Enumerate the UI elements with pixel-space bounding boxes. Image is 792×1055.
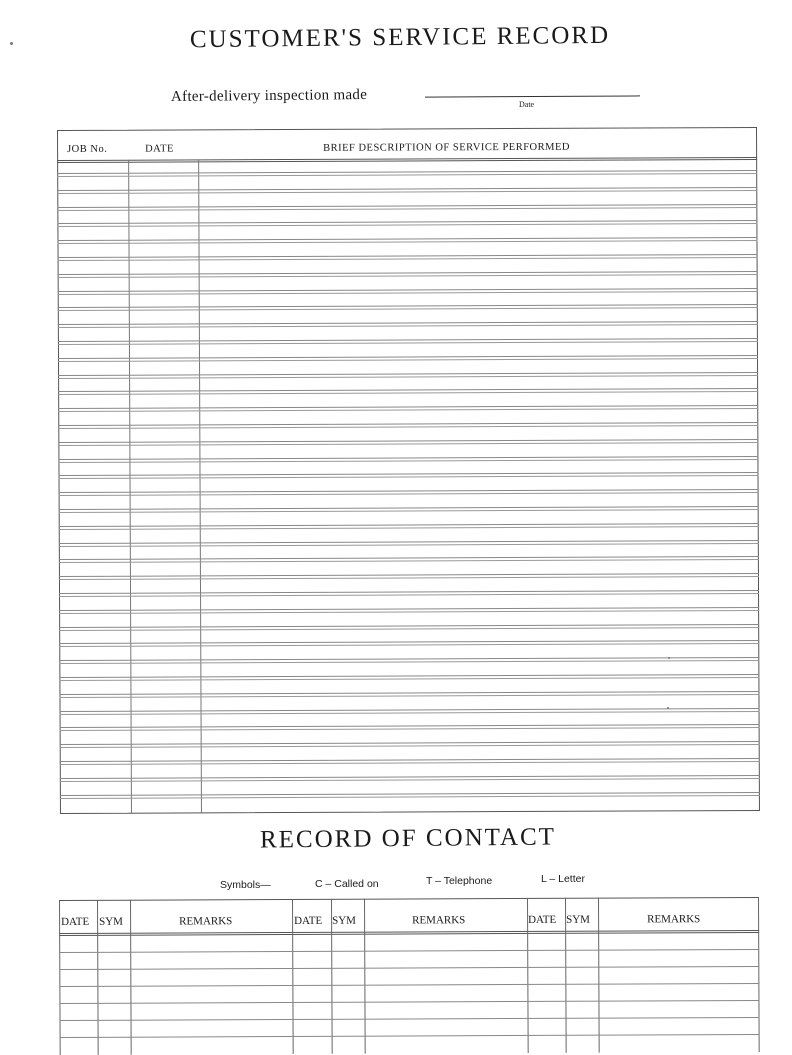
service-entry-row[interactable] [58,288,758,292]
contact-date-header: DATE [61,915,90,928]
symbol-telephone: T – Telephone [426,875,493,887]
service-row-rule [58,358,758,362]
service-entry-row[interactable] [60,775,760,779]
service-entry-row[interactable] [59,573,759,577]
service-entry-row[interactable] [57,204,757,208]
contact-table-header-rule [59,930,759,936]
contact-entry-row[interactable] [59,949,759,953]
contact-divider [130,900,132,1055]
contact-entry-row[interactable] [59,983,759,987]
inspection-date-field[interactable] [425,95,640,97]
service-row-rule [60,778,760,782]
service-table-header [57,127,757,163]
service-row-rule [58,341,758,345]
form-title: CUSTOMER'S SERVICE RECORD [189,21,611,54]
description-header: BRIEF DESCRIPTION OF SERVICE PERFORMED [323,141,570,154]
service-entry-row[interactable] [59,540,759,544]
service-entry-row[interactable] [59,657,759,661]
contact-date-header: DATE [528,913,557,926]
service-entry-row[interactable] [58,439,758,443]
contact-border-right [758,897,760,1052]
service-entry-row[interactable] [60,792,760,796]
paper-speck [668,657,670,659]
service-row-rule [58,442,758,446]
date-header: DATE [145,143,174,155]
service-entry-row[interactable] [58,338,758,342]
service-row-rule [60,761,760,765]
service-entry-row[interactable] [59,590,759,594]
service-entry-row[interactable] [59,472,759,476]
service-row-rule [58,274,758,278]
contact-entry-row[interactable] [59,966,759,970]
service-entry-row[interactable] [58,304,758,308]
service-row-rule [57,240,757,244]
contact-divider [598,898,600,1053]
service-row-rule [60,795,760,799]
contact-remarks-header: REMARKS [179,915,233,928]
contact-sym-header: SYM [332,914,356,927]
service-row-rule [59,694,759,698]
contact-sym-header: SYM [99,915,123,928]
service-table [57,127,760,814]
contact-table-top-rule [59,897,759,901]
inspection-label: After-delivery inspection made [170,86,368,106]
service-entry-row[interactable] [59,607,759,611]
service-entry-row[interactable] [58,321,758,325]
service-entry-row[interactable] [59,506,759,510]
contact-table [59,897,760,1055]
service-row-rule [58,425,758,429]
service-entry-row[interactable] [57,237,757,241]
service-table-rows [57,160,760,814]
service-row-rule [58,324,758,328]
service-entry-row[interactable] [60,741,760,745]
service-row-rule [59,610,759,614]
contact-remarks-header: REMARKS [647,913,701,926]
service-entry-row[interactable] [59,624,759,628]
symbols-label: Symbols— [220,879,271,891]
service-entry-row[interactable] [58,456,758,460]
service-row-rule [59,643,759,647]
service-entry-row[interactable] [58,372,758,376]
service-entry-row[interactable] [59,691,759,695]
service-row-rule [57,190,757,194]
service-row-rule [59,660,759,664]
contact-entry-row[interactable] [59,1000,759,1004]
service-row-rule [59,492,759,496]
service-row-rule [60,727,760,731]
paper-speck [10,42,13,45]
service-row-rule [59,559,759,563]
service-row-rule [58,408,758,412]
service-entry-row[interactable] [60,758,760,762]
service-row-rule [59,576,759,580]
service-row-rule [57,207,757,211]
contact-entry-row[interactable] [60,1034,760,1038]
contact-title: RECORD OF CONTACT [259,823,557,854]
service-entry-row[interactable] [59,523,759,527]
service-entry-row[interactable] [57,187,757,191]
service-row-rule [57,173,757,177]
service-entry-row[interactable] [57,220,757,224]
service-entry-row[interactable] [58,422,758,426]
service-entry-row[interactable] [59,640,759,644]
service-row-rule [58,291,758,295]
symbols-legend [0,875,792,895]
service-row-rule [59,677,759,681]
service-entry-row[interactable] [58,271,758,275]
paper-speck [667,707,669,709]
service-entry-row[interactable] [59,556,759,560]
service-row-rule [58,307,758,311]
service-entry-row[interactable] [60,724,760,728]
contact-sym-header: SYM [566,913,590,926]
service-row-rule [58,257,758,261]
service-entry-row[interactable] [59,489,759,493]
service-row-rule [59,543,759,547]
symbol-letter: L – Letter [541,873,585,885]
symbol-called-on: C – Called on [315,878,379,890]
service-entry-row[interactable] [58,254,758,258]
service-row-rule [58,459,758,463]
service-row-rule [59,475,759,479]
service-entry-row[interactable] [58,355,758,359]
service-row-rule [58,391,758,395]
service-row-rule [59,509,759,513]
service-entry-row[interactable] [58,388,758,392]
contact-date-header: DATE [294,914,323,927]
service-entry-row[interactable] [58,405,758,409]
contact-remarks-header: REMARKS [412,914,466,927]
service-row-rule [57,223,757,227]
service-row-rule [59,593,759,597]
inspection-date-caption: Date [519,100,535,109]
service-row-rule [60,744,760,748]
service-row-rule [60,711,760,715]
service-entry-row[interactable] [57,170,757,174]
contact-entry-row[interactable] [60,1017,760,1021]
service-row-rule [58,375,758,379]
service-row-rule [59,627,759,631]
service-row-rule [59,526,759,530]
contact-divider [364,899,366,1054]
service-entry-row[interactable] [59,674,759,678]
job-number-header: JOB No. [67,143,108,155]
service-entry-row[interactable] [60,708,760,712]
